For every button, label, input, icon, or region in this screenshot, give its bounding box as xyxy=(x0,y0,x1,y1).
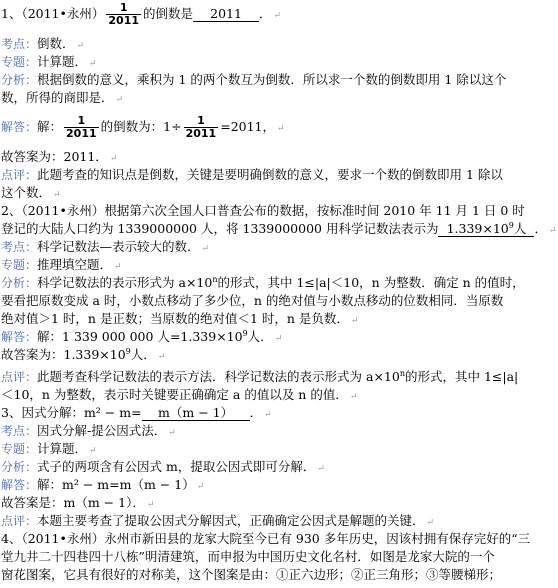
return-mark: ↵ xyxy=(264,410,272,420)
q1-frac-num: 1 xyxy=(119,1,128,14)
q2-jieda-a: 解：1 339 000 000 人=1.339×10 xyxy=(37,329,243,344)
q2-kaodian-text: 科学记数法—表示较大的数． xyxy=(37,239,200,254)
label-kaodian: 考点： xyxy=(1,37,38,51)
q4-line2: 堂九井二十四巷四十八栋”明清建筑，而申报为中国历史文化名村．如图是龙家大院的一个 xyxy=(1,549,495,564)
return-mark: ↵ xyxy=(274,334,283,344)
q3-fenxi-text: 式子的两项含有公因式 m，提取公因式即可分解． xyxy=(37,459,316,474)
q2-dianping-cont xyxy=(1,386,357,406)
q2-answer-line-exp: 9 xyxy=(125,347,131,356)
return-mark: ↵ xyxy=(273,11,282,21)
return-mark: ↵ xyxy=(53,190,61,200)
label-jieda: 解答： xyxy=(1,478,38,492)
q2-zhuanti xyxy=(1,256,122,276)
q2-answer-unit: 人 xyxy=(513,221,527,236)
q2-fenxi-line2: 要看把原数变成 a 时，小数点移动了多少位，n 的绝对值与小数点移动的位数相同．当原数 xyxy=(1,293,504,308)
label-kaodian: 考点： xyxy=(1,240,38,254)
q1-fenxi xyxy=(1,71,506,89)
q1-number: 1、（2011•永州） xyxy=(1,6,105,21)
q1-jieda-frac2-num: 1 xyxy=(197,114,205,127)
q1-end: ． xyxy=(259,6,272,21)
q2-dianping-exp: n xyxy=(399,369,405,378)
q3-fenxi xyxy=(1,458,325,478)
q2-jieda xyxy=(1,328,282,348)
return-mark: ↵ xyxy=(114,262,122,272)
q1-zhuanti xyxy=(1,53,97,73)
q1-jieda-fraction-2 xyxy=(184,115,219,140)
q3-stem xyxy=(1,404,272,424)
q1-jieda-fraction xyxy=(64,115,99,140)
q1-stem xyxy=(1,2,281,27)
return-mark: ↵ xyxy=(317,464,325,474)
q3-dianping-text: 本题主要考查了提取公因式分解因式，正确确定公因式是解题的关键． xyxy=(37,513,425,528)
q3-answer-text: 故答案是：m（m − 1）． xyxy=(1,495,145,510)
q1-answer: 2011 xyxy=(210,6,242,21)
return-mark: ↵ xyxy=(109,154,118,164)
q2-jieda-exp: 9 xyxy=(242,329,248,338)
q2-fenxi-cont2 xyxy=(1,310,358,330)
q2-dianping-line1-a: 此题考查科学记数法的表示方法．科学记数法的表示形式为 a×10 xyxy=(37,369,400,384)
q3-end: ． xyxy=(249,405,263,420)
return-mark: ↵ xyxy=(89,59,97,69)
q3-answer: m（m − 1） xyxy=(158,405,234,420)
q4-line3: 窗花图案，它具有很好的对称美，这个图案是由：①正六边形；②正三角形；③等腰梯形； xyxy=(1,567,502,582)
q2-answer-blank xyxy=(438,221,534,237)
q1-fenxi-cont xyxy=(1,89,123,109)
return-mark: ↵ xyxy=(277,124,285,134)
label-zhuanti: 专题： xyxy=(1,258,38,272)
q1-frac-den: 2011 xyxy=(108,14,140,27)
q2-line2: 登记的大陆人口约为 1339000000 人，将 1339000000 用科学记数法表示为 xyxy=(1,221,439,236)
return-mark: ↵ xyxy=(115,95,124,105)
q1-jieda-frac-num: 1 xyxy=(77,114,86,127)
return-mark: ↵ xyxy=(146,500,155,510)
q2-fenxi-line1-a: 科学记数法的表示形式为 a×10 xyxy=(37,275,213,290)
q1-jieda xyxy=(1,115,285,140)
q2-dianping xyxy=(1,368,518,386)
q2-dianping-line1-b: 的形式，其中 1≤|a| xyxy=(404,369,519,384)
return-mark: ↵ xyxy=(157,352,166,362)
q1-kaodian xyxy=(1,35,84,55)
q2-zhuanti-text: 推理填空题． xyxy=(37,257,113,272)
label-fenxi: 分析： xyxy=(1,460,38,474)
q3-jieda-text: 解：m² − m=m（m − 1） xyxy=(37,477,195,492)
q2-answer-exp: 9 xyxy=(508,221,514,230)
q4-stem-line1 xyxy=(1,530,530,548)
q2-kaodian xyxy=(1,238,209,258)
label-kaodian: 考点： xyxy=(1,424,38,438)
q2-fenxi-line3: 绝对值＞1 时，n 是正数；当原数的绝对值＜1 时，n 是负数． xyxy=(1,311,349,326)
return-mark: ↵ xyxy=(426,518,435,528)
q2-end: ． xyxy=(534,221,547,236)
q1-dianping xyxy=(1,166,503,184)
return-mark: ↵ xyxy=(168,428,176,438)
q1-answer-blank xyxy=(193,6,259,22)
q2-fenxi-cont1 xyxy=(1,292,503,310)
label-zhuanti: 专题： xyxy=(1,55,38,69)
q3-kaodian-text: 因式分解-提公因式法． xyxy=(37,423,167,438)
label-fenxi: 分析： xyxy=(1,276,38,290)
q2-dianping-line2: ＜10，n 为整数，表示时关键要正确确定 a 的值以及 n 的值． xyxy=(1,387,348,402)
q1-jieda-c: =2011， xyxy=(220,119,276,134)
q1-dianping-cont xyxy=(1,184,61,204)
q1-answer-line xyxy=(1,148,117,168)
q2-fenxi xyxy=(1,274,525,292)
q1-fenxi-line1: 根据倒数的意义，乘积为 1 的两个数互为倒数．所以求一个数的倒数即用 1 除以这个 xyxy=(37,72,507,87)
label-zhuanti: 专题： xyxy=(1,442,38,456)
q3-kaodian xyxy=(1,422,176,442)
q2-answer-a: 故答案为：1.339×10 xyxy=(1,347,126,362)
q4-stem-line3 xyxy=(1,566,501,584)
q1-fenxi-line2: 数，所得的商即是． xyxy=(1,90,114,105)
label-dianping: 点评： xyxy=(1,370,38,384)
q2-answer-b: 人． xyxy=(130,347,156,362)
return-mark: ↵ xyxy=(89,446,97,456)
q2-jieda-b: 人． xyxy=(247,329,273,344)
q3-text: 3、因式分解：m² − m= xyxy=(1,405,142,420)
q1-dianping-line1: 此题考查的知识点是倒数，关键是要明确倒数的意义，要求一个数的倒数即用 1 除以 xyxy=(37,167,503,182)
q1-kaodian-text: 倒数． xyxy=(37,36,75,51)
q2-fenxi-line1-b: 的形式，其中 1≤|a|＜10，n 为整数．确定 n 的值时， xyxy=(217,275,525,290)
label-fenxi: 分析： xyxy=(1,73,38,87)
q1-zhuanti-text: 计算题． xyxy=(37,54,88,69)
q3-dianping xyxy=(1,512,434,532)
q3-answer-blank xyxy=(142,405,250,421)
q1-jieda-frac-den: 2011 xyxy=(66,127,97,140)
return-mark: ↵ xyxy=(548,226,557,236)
q3-jieda xyxy=(1,476,204,496)
q1-jieda-b: 的倒数为：1÷ xyxy=(100,119,182,134)
return-mark: ↵ xyxy=(196,482,205,492)
q2-fenxi-exp: n xyxy=(212,275,218,284)
q2-answer-base: 1.339×10 xyxy=(446,221,509,236)
return-mark: ↵ xyxy=(76,41,85,51)
q2-line1: 2、（2011•永州）根据第六次全国人口普查公布的数据，按标准时间 2010 年 11 月 1 日 0 时 xyxy=(1,203,525,218)
q2-answer-line xyxy=(1,346,165,366)
q1-jieda-a: 解： xyxy=(37,119,63,134)
label-dianping: 点评： xyxy=(1,514,38,528)
q3-zhuanti xyxy=(1,440,97,460)
q1-dianping-line2: 这个数． xyxy=(1,185,52,200)
q1-jieda-frac2-den: 2011 xyxy=(185,127,217,140)
return-mark: ↵ xyxy=(201,244,210,254)
q1-fraction xyxy=(106,2,141,27)
label-dianping: 点评： xyxy=(1,168,38,182)
q1-text: 的倒数是 xyxy=(143,6,194,21)
q3-zhuanti-text: 计算题． xyxy=(37,441,88,456)
label-jieda: 解答： xyxy=(1,330,38,344)
q1-answer-text: 故答案为：2011． xyxy=(1,149,108,164)
q2-stem-line2 xyxy=(1,220,557,240)
label-jieda: 解答： xyxy=(1,120,38,134)
return-mark: ↵ xyxy=(349,392,358,402)
return-mark: ↵ xyxy=(350,316,359,326)
q4-line1: 4、（2011•永州）永州市新田县的龙家大院至今已有 930 多年历史，因该村拥有保存完好的“三 xyxy=(1,531,531,546)
q3-answer-line xyxy=(1,494,154,514)
q2-stem-line1 xyxy=(1,202,525,220)
q4-stem-line2 xyxy=(1,548,495,566)
